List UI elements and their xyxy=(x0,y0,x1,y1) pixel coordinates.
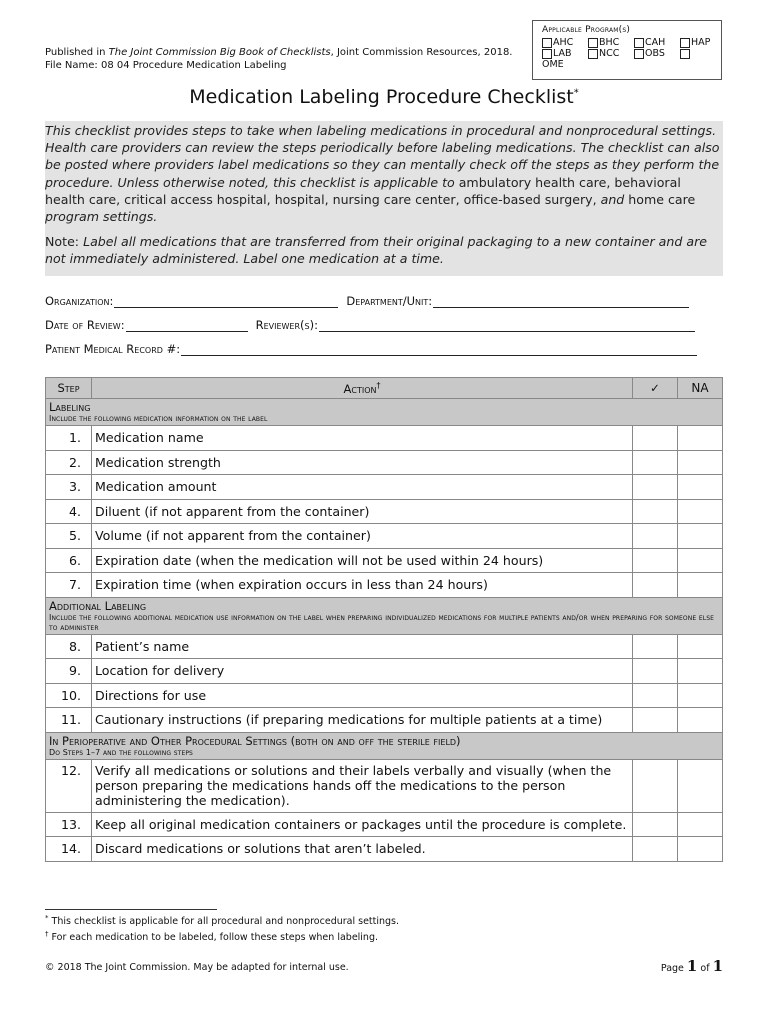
intro-box xyxy=(45,121,723,276)
page-title: Medication Labeling Procedure Checklist* xyxy=(189,86,579,108)
program-obs: OBS xyxy=(634,48,680,59)
program-ome-checkbox xyxy=(680,48,726,59)
section-subtitle: Include the following additional medication use information on the label when preparing individualized medications for multiple patients and/or when preparing for someone else to administer xyxy=(49,612,715,632)
table-row: 14. Discard medications or solutions that aren’t labeled. xyxy=(46,837,723,862)
program-cah: CAH xyxy=(634,37,680,48)
check-cell[interactable] xyxy=(633,708,678,733)
na-cell[interactable] xyxy=(678,659,723,684)
na-cell[interactable] xyxy=(678,759,723,812)
intro-note: Note: Label all medications that are transferred from their original packaging to a new container and are not immediately administered. Label one medication at a time. xyxy=(45,234,708,267)
checkbox-icon[interactable] xyxy=(588,38,598,48)
checkbox-icon[interactable] xyxy=(634,49,644,59)
date-of-review-label: Date of Review: xyxy=(45,318,125,332)
book-title: The Joint Commission Big Book of Checklists xyxy=(108,47,331,58)
table-header-row xyxy=(46,378,723,399)
date-of-review-field[interactable] xyxy=(126,320,248,332)
check-cell[interactable] xyxy=(633,759,678,812)
section-additional-labeling xyxy=(46,597,723,634)
na-cell[interactable] xyxy=(678,475,723,500)
na-cell[interactable] xyxy=(678,450,723,475)
checkbox-icon[interactable] xyxy=(680,38,690,48)
na-cell[interactable] xyxy=(678,499,723,524)
header-check: ✓ xyxy=(633,378,678,399)
table-row: 12. Verify all medications or solutions and their labels verbally and visually (when the person preparing the medications hands off the medications to the person administering the medication). xyxy=(46,759,723,812)
na-cell[interactable] xyxy=(678,708,723,733)
table-row: 10. Directions for use xyxy=(46,683,723,708)
header-na: NA xyxy=(678,378,723,399)
patient-record-field[interactable] xyxy=(181,344,697,356)
table-row: 9. Location for delivery xyxy=(46,659,723,684)
na-cell[interactable] xyxy=(678,683,723,708)
program-ome-label: OME xyxy=(542,59,564,70)
check-cell[interactable] xyxy=(633,426,678,451)
published-line: Published in The Joint Commission Big Book of Checklists, Joint Commission Resources, 2018. xyxy=(45,47,513,58)
program-bhc: BHC xyxy=(588,37,634,48)
program-lab: LAB xyxy=(542,48,588,59)
na-cell[interactable] xyxy=(678,634,723,659)
check-cell[interactable] xyxy=(633,837,678,862)
table-row: 5. Volume (if not apparent from the container) xyxy=(46,524,723,549)
checkbox-icon[interactable] xyxy=(588,49,598,59)
footnote-divider xyxy=(45,909,217,910)
intro-paragraph: This checklist provides steps to take when labeling medications in procedural and nonprocedural settings. Health care providers can review the steps periodically before labeling medications. The checklist can also be posted where providers label medications so they can mentally check off the steps as they perform the procedure. Unless otherwise noted, this checklist is applicable to ambulatory health care, behavioral health care, critical access hospital, hospital, nursing care center, office-based surgery, and home care program settings. xyxy=(45,123,720,225)
table-row: 1. Medication name xyxy=(46,426,723,451)
check-cell[interactable] xyxy=(633,812,678,837)
program-hap: HAP xyxy=(680,37,726,48)
department-field[interactable] xyxy=(433,296,689,308)
section-title: Labeling xyxy=(49,400,91,414)
organization-field[interactable] xyxy=(114,296,338,308)
table-row: 6. Expiration date (when the medication will not be used within 24 hours) xyxy=(46,548,723,573)
table-row: 4. Diluent (if not apparent from the container) xyxy=(46,499,723,524)
checkbox-icon[interactable] xyxy=(634,38,644,48)
table-row: 3. Medication amount xyxy=(46,475,723,500)
page-number: Page 1 of 1 xyxy=(660,957,723,975)
table-row: 2. Medication strength xyxy=(46,450,723,475)
section-labeling xyxy=(46,399,723,426)
field-row-organization xyxy=(45,294,689,308)
checkbox-icon[interactable] xyxy=(542,49,552,59)
checkbox-icon[interactable] xyxy=(680,49,690,59)
program-ncc: NCC xyxy=(588,48,634,59)
check-cell[interactable] xyxy=(633,450,678,475)
check-cell[interactable] xyxy=(633,548,678,573)
check-cell[interactable] xyxy=(633,499,678,524)
section-perioperative xyxy=(46,732,723,759)
field-row-record xyxy=(45,342,697,356)
check-cell[interactable] xyxy=(633,524,678,549)
file-name: File Name: 08 04 Procedure Medication Labeling xyxy=(45,60,287,71)
footnote-2: † For each medication to be labeled, follow these steps when labeling. xyxy=(45,930,379,944)
copyright: © 2018 The Joint Commission. May be adapted for internal use. xyxy=(45,962,349,973)
check-cell[interactable] xyxy=(633,573,678,598)
programs-title: Applicable Program(s) xyxy=(542,25,631,35)
checklist-table xyxy=(45,377,723,862)
table-row: 8. Patient’s name xyxy=(46,634,723,659)
table-row: 11. Cautionary instructions (if preparing medications for multiple patients at a time) xyxy=(46,708,723,733)
section-subtitle: Include the following medication information on the label xyxy=(49,414,268,423)
section-title: In Perioperative and Other Procedural Settings (both on and off the sterile field) xyxy=(49,733,461,748)
program-ahc: AHC xyxy=(542,37,588,48)
header-action: Action† xyxy=(92,378,633,399)
applicable-programs-box xyxy=(532,20,722,80)
patient-record-label: Patient Medical Record #: xyxy=(45,342,181,356)
check-cell[interactable] xyxy=(633,683,678,708)
section-subtitle: Do Steps 1–7 and the following steps xyxy=(49,747,193,757)
title-footnote-mark: * xyxy=(573,87,579,99)
header-step: Step xyxy=(46,378,92,399)
organization-label: Organization: xyxy=(45,294,114,308)
field-row-review xyxy=(45,318,695,332)
reviewers-field[interactable] xyxy=(319,320,695,332)
check-cell[interactable] xyxy=(633,475,678,500)
programs-grid xyxy=(542,37,721,59)
reviewers-label: Reviewer(s): xyxy=(255,318,318,332)
publication-info xyxy=(45,46,512,72)
na-cell[interactable] xyxy=(678,548,723,573)
table-row: 7. Expiration time (when expiration occurs in less than 24 hours) xyxy=(46,573,723,598)
check-cell[interactable] xyxy=(633,659,678,684)
na-cell[interactable] xyxy=(678,837,723,862)
footnote-1: * This checklist is applicable for all procedural and nonprocedural settings. xyxy=(45,914,400,928)
table-row: 13. Keep all original medication containers or packages until the procedure is complete. xyxy=(46,812,723,837)
checkbox-icon[interactable] xyxy=(542,38,552,48)
check-cell[interactable] xyxy=(633,634,678,659)
na-cell[interactable] xyxy=(678,812,723,837)
department-label: Department/Unit: xyxy=(346,294,433,308)
na-cell[interactable] xyxy=(678,524,723,549)
na-cell[interactable] xyxy=(678,426,723,451)
na-cell[interactable] xyxy=(678,573,723,598)
section-title: Additional Labeling xyxy=(49,598,147,613)
